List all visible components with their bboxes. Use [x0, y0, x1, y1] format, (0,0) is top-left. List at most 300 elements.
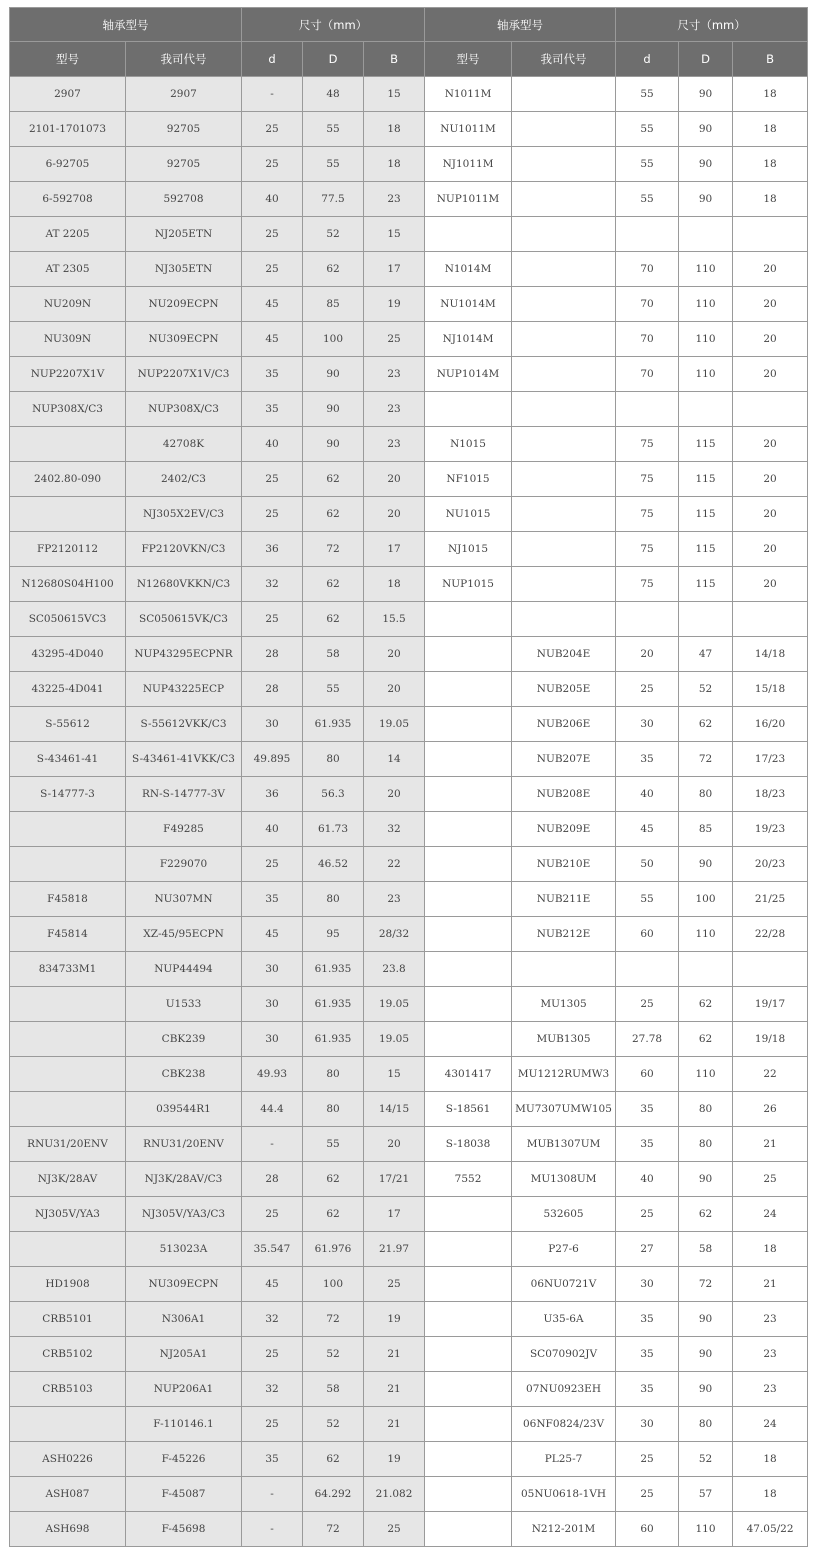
table-row — [10, 567, 808, 602]
right-model-cell: NUP1015 — [425, 567, 512, 602]
left-B-cell: 25 — [364, 322, 425, 357]
left-model-cell: HD1908 — [10, 1267, 126, 1302]
right-d-cell: 60 — [616, 1057, 679, 1092]
right-D-cell: 110 — [679, 1512, 733, 1547]
right-model-cell: NJ1011M — [425, 147, 512, 182]
left-D-cell: 61.935 — [303, 1022, 364, 1057]
right-d-cell: 55 — [616, 182, 679, 217]
right-our-code-cell — [512, 252, 616, 287]
left-D-cell: 61.935 — [303, 952, 364, 987]
left-B-cell: 19.05 — [364, 1022, 425, 1057]
right-our-code-cell: NUB207E — [512, 742, 616, 777]
left-our-code-cell: NUP2207X1V/C3 — [126, 357, 242, 392]
left-d-cell: 40 — [242, 812, 303, 847]
left-model-cell: F45818 — [10, 882, 126, 917]
table-row — [10, 1232, 808, 1267]
left-model-cell: 2402.80-090 — [10, 462, 126, 497]
left-B-cell: 18 — [364, 567, 425, 602]
header-row-columns — [10, 42, 808, 77]
right-D-cell: 110 — [679, 252, 733, 287]
right-model-cell — [425, 1337, 512, 1372]
right-d-cell: 35 — [616, 742, 679, 777]
right-B-cell: 19/18 — [733, 1022, 808, 1057]
right-B-cell: 20 — [733, 497, 808, 532]
right-our-code-cell: 07NU0923EH — [512, 1372, 616, 1407]
left-B-cell: 23 — [364, 357, 425, 392]
right-D-cell — [679, 952, 733, 987]
left-d-cell: 32 — [242, 567, 303, 602]
right-D-cell: 115 — [679, 567, 733, 602]
right-d-cell — [616, 602, 679, 637]
right-D-cell: 62 — [679, 1022, 733, 1057]
right-D-cell: 110 — [679, 357, 733, 392]
table-row — [10, 287, 808, 322]
table-row — [10, 147, 808, 182]
left-d-cell: 40 — [242, 182, 303, 217]
left-d-cell: 35 — [242, 882, 303, 917]
right-d-cell: 30 — [616, 1407, 679, 1442]
right-D-cell: 52 — [679, 1442, 733, 1477]
right-B-cell: 20 — [733, 462, 808, 497]
table-row — [10, 322, 808, 357]
left-B-cell: 20 — [364, 497, 425, 532]
right-B-cell: 25 — [733, 1162, 808, 1197]
right-D-cell: 47 — [679, 637, 733, 672]
table-body — [10, 77, 808, 1547]
right-our-code-cell — [512, 392, 616, 427]
left-B-cell: 15 — [364, 217, 425, 252]
left-our-code-cell: 592708 — [126, 182, 242, 217]
left-d-cell: 25 — [242, 112, 303, 147]
table-row — [10, 1337, 808, 1372]
left-B-cell: 25 — [364, 1512, 425, 1547]
right-model-cell — [425, 1477, 512, 1512]
right-model-cell — [425, 1512, 512, 1547]
right-B-cell: 20 — [733, 287, 808, 322]
right-model-cell: NJ1014M — [425, 322, 512, 357]
left-model-cell: AT 2205 — [10, 217, 126, 252]
left-our-code-cell: NUP308X/C3 — [126, 392, 242, 427]
left-d-cell: 35 — [242, 1442, 303, 1477]
right-D-cell — [679, 392, 733, 427]
left-our-code-cell: NU307MN — [126, 882, 242, 917]
left-B-cell: 23 — [364, 392, 425, 427]
right-our-code-cell: MUB1305 — [512, 1022, 616, 1057]
right-d-header: d — [616, 42, 679, 77]
right-our-code-header: 我司代号 — [512, 42, 616, 77]
right-d-cell: 25 — [616, 1442, 679, 1477]
right-model-cell — [425, 602, 512, 637]
left-D-cell: 64.292 — [303, 1477, 364, 1512]
table-row — [10, 1477, 808, 1512]
right-d-cell: 75 — [616, 567, 679, 602]
right-D-cell: 52 — [679, 672, 733, 707]
left-our-code-cell: FP2120VKN/C3 — [126, 532, 242, 567]
table-row — [10, 1407, 808, 1442]
right-dimensions-header: 尺寸（mm） — [616, 8, 808, 42]
right-d-cell: 55 — [616, 882, 679, 917]
left-D-cell: 72 — [303, 1512, 364, 1547]
right-B-cell: 16/20 — [733, 707, 808, 742]
left-d-cell: 30 — [242, 952, 303, 987]
left-B-cell: 19 — [364, 287, 425, 322]
left-our-code-cell: F-110146.1 — [126, 1407, 242, 1442]
table-row — [10, 1442, 808, 1477]
left-D-cell: 85 — [303, 287, 364, 322]
right-d-cell: 30 — [616, 707, 679, 742]
left-model-cell — [10, 1092, 126, 1127]
left-d-cell: 40 — [242, 427, 303, 462]
left-B-cell: 25 — [364, 1267, 425, 1302]
left-B-header: B — [364, 42, 425, 77]
left-D-cell: 62 — [303, 1162, 364, 1197]
left-B-cell: 15 — [364, 77, 425, 112]
right-model-cell — [425, 917, 512, 952]
left-model-cell: AT 2305 — [10, 252, 126, 287]
right-d-cell: 20 — [616, 637, 679, 672]
right-d-cell: 35 — [616, 1337, 679, 1372]
right-d-cell: 75 — [616, 462, 679, 497]
left-B-cell: 18 — [364, 147, 425, 182]
left-model-cell — [10, 812, 126, 847]
left-D-cell: 80 — [303, 742, 364, 777]
right-d-cell: 25 — [616, 987, 679, 1022]
right-D-cell: 90 — [679, 1302, 733, 1337]
table-row — [10, 77, 808, 112]
right-model-cell: NF1015 — [425, 462, 512, 497]
right-B-cell: 18 — [733, 182, 808, 217]
left-B-cell: 32 — [364, 812, 425, 847]
right-D-cell: 57 — [679, 1477, 733, 1512]
left-D-cell: 55 — [303, 1127, 364, 1162]
left-D-cell: 61.935 — [303, 987, 364, 1022]
left-our-code-cell: NU309ECPN — [126, 1267, 242, 1302]
table-row — [10, 1057, 808, 1092]
table-row — [10, 532, 808, 567]
right-D-cell: 58 — [679, 1232, 733, 1267]
spec-table-container — [9, 7, 808, 1547]
bearing-spec-table — [9, 7, 808, 1547]
right-model-cell — [425, 707, 512, 742]
right-our-code-cell: 05NU0618-1VH — [512, 1477, 616, 1512]
left-model-cell: S-55612 — [10, 707, 126, 742]
left-d-cell: 28 — [242, 1162, 303, 1197]
table-row — [10, 1512, 808, 1547]
left-B-cell: 20 — [364, 777, 425, 812]
table-row — [10, 427, 808, 462]
left-model-cell: 2907 — [10, 77, 126, 112]
right-model-cell: 7552 — [425, 1162, 512, 1197]
right-D-cell: 80 — [679, 1407, 733, 1442]
left-our-code-cell: 92705 — [126, 147, 242, 182]
table-row — [10, 882, 808, 917]
left-our-code-cell: 513023A — [126, 1232, 242, 1267]
right-model-cell — [425, 1372, 512, 1407]
left-D-cell: 72 — [303, 1302, 364, 1337]
right-B-cell: 19/17 — [733, 987, 808, 1022]
left-D-cell: 72 — [303, 532, 364, 567]
right-our-code-cell: NUB212E — [512, 917, 616, 952]
left-d-cell: 45 — [242, 917, 303, 952]
left-model-cell: NJ305V/YA3 — [10, 1197, 126, 1232]
right-our-code-cell: NUB210E — [512, 847, 616, 882]
left-d-cell: 45 — [242, 287, 303, 322]
right-d-cell: 35 — [616, 1372, 679, 1407]
left-our-code-cell: F-45087 — [126, 1477, 242, 1512]
table-row — [10, 672, 808, 707]
left-our-code-cell: NU209ECPN — [126, 287, 242, 322]
left-d-cell: 28 — [242, 672, 303, 707]
right-model-cell: 4301417 — [425, 1057, 512, 1092]
right-B-cell: 18 — [733, 1232, 808, 1267]
left-model-cell: ASH087 — [10, 1477, 126, 1512]
left-B-cell: 22 — [364, 847, 425, 882]
right-d-cell: 70 — [616, 252, 679, 287]
left-d-cell: - — [242, 1512, 303, 1547]
right-B-cell: 47.05/22 — [733, 1512, 808, 1547]
table-row — [10, 847, 808, 882]
left-D-cell: 62 — [303, 252, 364, 287]
right-B-cell — [733, 602, 808, 637]
right-our-code-cell: NUB205E — [512, 672, 616, 707]
left-B-cell: 15.5 — [364, 602, 425, 637]
left-our-code-cell: 2402/C3 — [126, 462, 242, 497]
left-B-cell: 17 — [364, 252, 425, 287]
right-d-cell: 30 — [616, 1267, 679, 1302]
left-B-cell: 23 — [364, 182, 425, 217]
right-d-cell: 35 — [616, 1127, 679, 1162]
right-model-cell — [425, 1232, 512, 1267]
right-our-code-cell: 06NF0824/23V — [512, 1407, 616, 1442]
left-model-cell — [10, 1057, 126, 1092]
right-our-code-cell: P27-6 — [512, 1232, 616, 1267]
left-B-cell: 14/15 — [364, 1092, 425, 1127]
left-model-cell — [10, 497, 126, 532]
right-B-header: B — [733, 42, 808, 77]
right-our-code-cell: NUB206E — [512, 707, 616, 742]
right-D-cell: 90 — [679, 112, 733, 147]
left-D-cell: 90 — [303, 357, 364, 392]
left-model-cell: CRB5103 — [10, 1372, 126, 1407]
left-d-cell: 25 — [242, 147, 303, 182]
left-d-cell: 25 — [242, 1337, 303, 1372]
table-row — [10, 497, 808, 532]
right-model-cell — [425, 742, 512, 777]
left-B-cell: 20 — [364, 462, 425, 497]
right-model-cell: NU1014M — [425, 287, 512, 322]
table-row — [10, 1127, 808, 1162]
right-d-cell: 40 — [616, 1162, 679, 1197]
table-row — [10, 357, 808, 392]
left-d-cell: 49.895 — [242, 742, 303, 777]
right-model-cell: NU1015 — [425, 497, 512, 532]
left-D-cell: 62 — [303, 462, 364, 497]
left-B-cell: 19.05 — [364, 987, 425, 1022]
left-D-cell: 90 — [303, 392, 364, 427]
left-d-cell: 30 — [242, 987, 303, 1022]
right-d-cell: 55 — [616, 112, 679, 147]
right-D-cell: 85 — [679, 812, 733, 847]
left-B-cell: 23.8 — [364, 952, 425, 987]
right-d-cell: 35 — [616, 1302, 679, 1337]
table-row — [10, 217, 808, 252]
right-D-cell: 80 — [679, 1092, 733, 1127]
right-d-cell: 25 — [616, 672, 679, 707]
left-D-cell: 80 — [303, 1092, 364, 1127]
right-D-cell: 110 — [679, 1057, 733, 1092]
left-our-code-cell: NJ3K/28AV/C3 — [126, 1162, 242, 1197]
right-B-cell — [733, 217, 808, 252]
left-D-cell: 80 — [303, 882, 364, 917]
left-model-cell — [10, 847, 126, 882]
left-D-cell: 62 — [303, 1197, 364, 1232]
right-d-cell: 60 — [616, 917, 679, 952]
left-D-cell: 56.3 — [303, 777, 364, 812]
right-B-cell: 23 — [733, 1302, 808, 1337]
table-row — [10, 252, 808, 287]
left-d-cell: 45 — [242, 1267, 303, 1302]
right-model-cell: N1014M — [425, 252, 512, 287]
right-D-cell: 115 — [679, 532, 733, 567]
right-our-code-cell: 06NU0721V — [512, 1267, 616, 1302]
right-our-code-cell: 532605 — [512, 1197, 616, 1232]
right-B-cell: 20 — [733, 322, 808, 357]
right-d-cell: 75 — [616, 427, 679, 462]
left-B-cell: 18 — [364, 112, 425, 147]
left-B-cell: 23 — [364, 882, 425, 917]
left-our-code-cell: S-43461-41VKK/C3 — [126, 742, 242, 777]
left-our-code-cell: 92705 — [126, 112, 242, 147]
left-D-cell: 61.73 — [303, 812, 364, 847]
left-our-code-cell: U1533 — [126, 987, 242, 1022]
left-our-code-cell: RNU31/20ENV — [126, 1127, 242, 1162]
left-D-cell: 62 — [303, 602, 364, 637]
left-our-code-cell: F-45226 — [126, 1442, 242, 1477]
left-B-cell: 20 — [364, 672, 425, 707]
right-D-cell: 90 — [679, 1337, 733, 1372]
left-model-cell — [10, 987, 126, 1022]
right-B-cell: 20 — [733, 427, 808, 462]
right-d-cell: 55 — [616, 77, 679, 112]
right-B-cell — [733, 392, 808, 427]
right-B-cell: 24 — [733, 1197, 808, 1232]
right-B-cell: 18 — [733, 112, 808, 147]
right-B-cell: 17/23 — [733, 742, 808, 777]
left-model-cell: ASH0226 — [10, 1442, 126, 1477]
left-our-code-cell: NUP43295ECPNR — [126, 637, 242, 672]
left-model-cell: NU209N — [10, 287, 126, 322]
left-d-cell: 45 — [242, 322, 303, 357]
left-B-cell: 15 — [364, 1057, 425, 1092]
right-B-cell: 20 — [733, 532, 808, 567]
right-our-code-cell: MU1305 — [512, 987, 616, 1022]
right-D-cell: 90 — [679, 182, 733, 217]
right-our-code-cell: NUB211E — [512, 882, 616, 917]
table-row — [10, 1092, 808, 1127]
left-our-code-cell: 039544R1 — [126, 1092, 242, 1127]
right-D-cell: 110 — [679, 322, 733, 357]
table-row — [10, 1022, 808, 1057]
left-model-cell: 43225-4D041 — [10, 672, 126, 707]
right-d-cell: 75 — [616, 532, 679, 567]
left-D-cell: 55 — [303, 112, 364, 147]
left-our-code-cell: NUP44494 — [126, 952, 242, 987]
table-row — [10, 1372, 808, 1407]
left-B-cell: 17 — [364, 532, 425, 567]
right-model-cell: NU1011M — [425, 112, 512, 147]
left-model-cell: ASH698 — [10, 1512, 126, 1547]
right-model-cell: NUP1011M — [425, 182, 512, 217]
right-our-code-cell — [512, 462, 616, 497]
left-model-cell: S-43461-41 — [10, 742, 126, 777]
right-B-cell: 23 — [733, 1337, 808, 1372]
right-D-cell: 115 — [679, 462, 733, 497]
right-B-cell — [733, 952, 808, 987]
right-model-cell: S-18038 — [425, 1127, 512, 1162]
left-our-code-cell: CBK239 — [126, 1022, 242, 1057]
left-D-cell: 58 — [303, 1372, 364, 1407]
left-model-cell: 834733M1 — [10, 952, 126, 987]
table-row — [10, 602, 808, 637]
left-d-cell: 32 — [242, 1302, 303, 1337]
left-D-cell: 80 — [303, 1057, 364, 1092]
right-our-code-cell — [512, 357, 616, 392]
right-model-cell — [425, 812, 512, 847]
left-our-code-cell: NJ205A1 — [126, 1337, 242, 1372]
right-model-cell — [425, 1442, 512, 1477]
right-model-cell — [425, 637, 512, 672]
right-D-cell: 90 — [679, 847, 733, 882]
left-D-cell: 55 — [303, 672, 364, 707]
right-B-cell: 18/23 — [733, 777, 808, 812]
left-model-cell: NJ3K/28AV — [10, 1162, 126, 1197]
left-model-cell: 6-592708 — [10, 182, 126, 217]
right-model-cell — [425, 952, 512, 987]
right-d-cell: 25 — [616, 1477, 679, 1512]
left-d-cell: 49.93 — [242, 1057, 303, 1092]
right-our-code-cell: NUB208E — [512, 777, 616, 812]
right-model-cell — [425, 217, 512, 252]
left-our-code-cell: S-55612VKK/C3 — [126, 707, 242, 742]
right-model-cell — [425, 987, 512, 1022]
table-row — [10, 1267, 808, 1302]
right-B-cell: 20 — [733, 252, 808, 287]
left-B-cell: 21.082 — [364, 1477, 425, 1512]
right-model-cell — [425, 1302, 512, 1337]
left-D-cell: 61.976 — [303, 1232, 364, 1267]
right-B-cell: 20/23 — [733, 847, 808, 882]
left-D-cell: 62 — [303, 567, 364, 602]
right-D-cell: 72 — [679, 1267, 733, 1302]
left-our-code-cell: NUP206A1 — [126, 1372, 242, 1407]
left-model-cell — [10, 427, 126, 462]
right-bearing-model-header: 轴承型号 — [425, 8, 616, 42]
left-B-cell: 19.05 — [364, 707, 425, 742]
left-d-header: d — [242, 42, 303, 77]
right-model-cell — [425, 1197, 512, 1232]
right-our-code-cell: U35-6A — [512, 1302, 616, 1337]
left-our-code-cell: F229070 — [126, 847, 242, 882]
table-row — [10, 777, 808, 812]
right-model-cell: NJ1015 — [425, 532, 512, 567]
right-B-cell: 14/18 — [733, 637, 808, 672]
left-d-cell: 25 — [242, 1197, 303, 1232]
left-D-cell: 100 — [303, 1267, 364, 1302]
left-D-cell: 62 — [303, 497, 364, 532]
left-B-cell: 21 — [364, 1337, 425, 1372]
table-row — [10, 1162, 808, 1197]
right-our-code-cell: MUB1307UM — [512, 1127, 616, 1162]
